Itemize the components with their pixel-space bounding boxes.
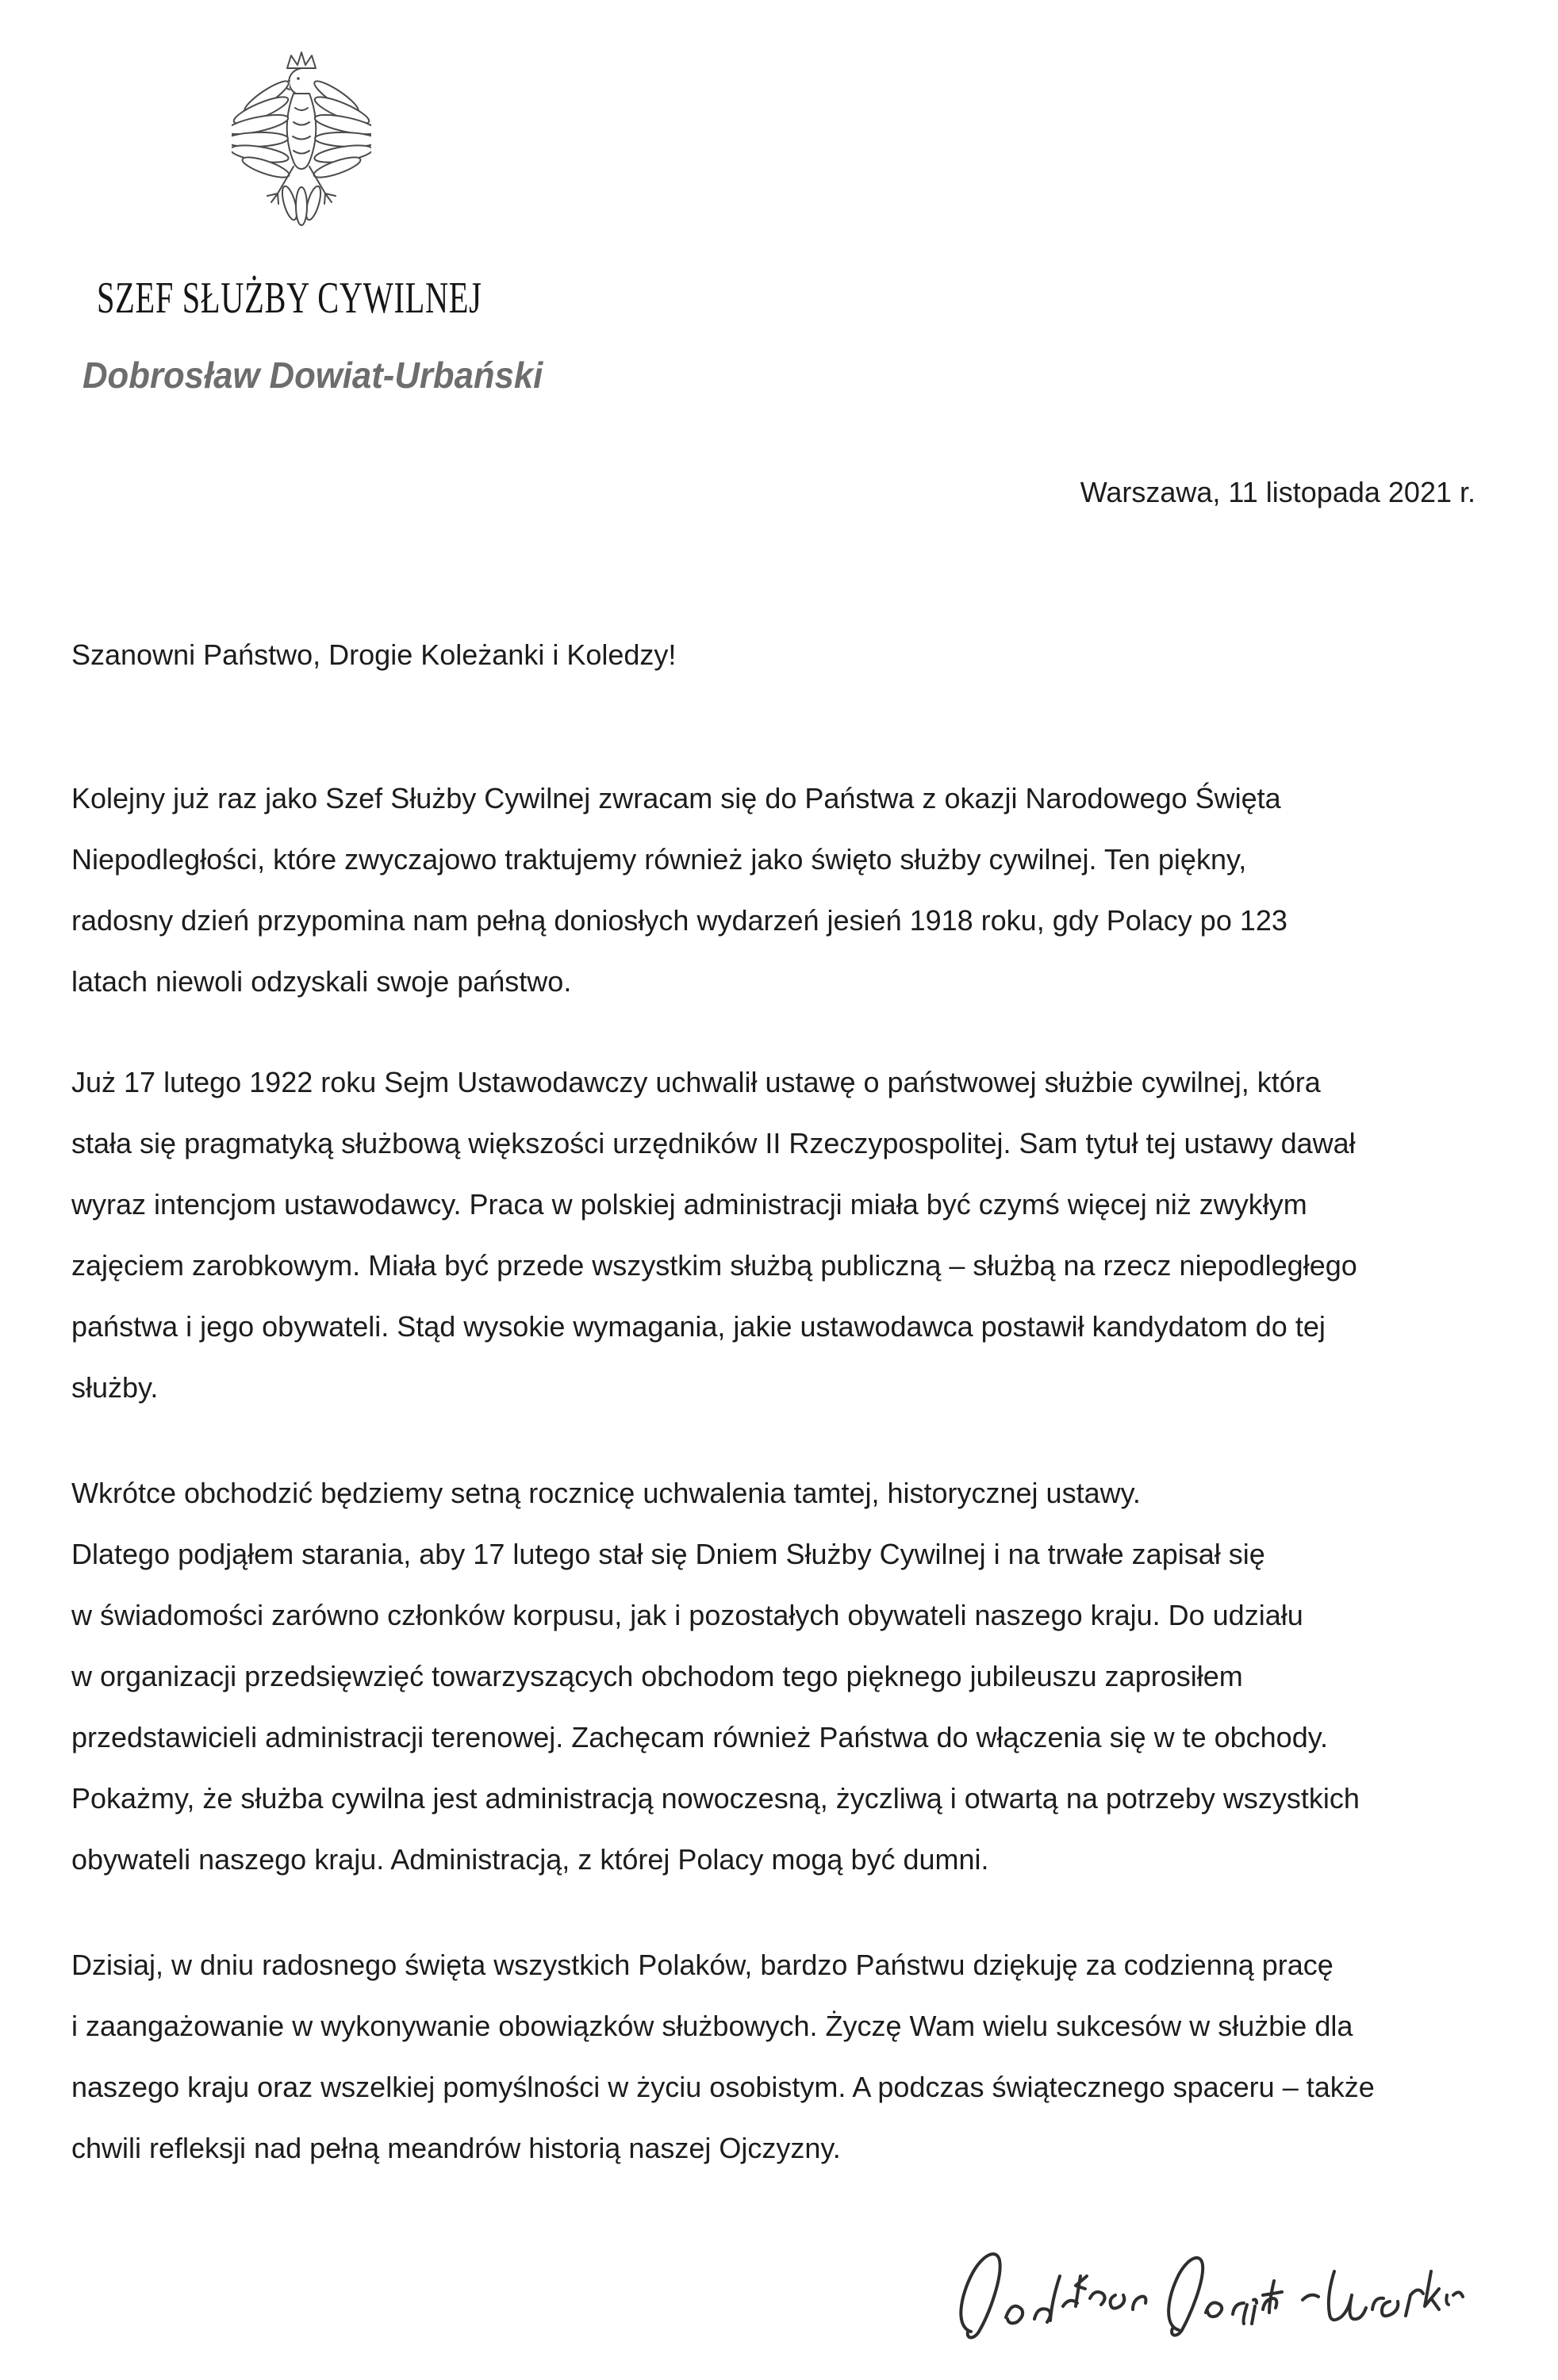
dateline: Warszawa, 11 listopada 2021 r.	[1080, 476, 1475, 508]
paragraph-line: zajęciem zarobkowym. Miała być przede wszystkim służbą publiczną – służbą na rzecz niepodległego	[71, 1249, 1357, 1282]
paragraph-line: stała się pragmatyką służbową większości urzędników II Rzeczypospolitej. Sam tytuł tej ustawy dawał	[71, 1127, 1356, 1159]
paragraph-4	[71, 1934, 1375, 2179]
paragraph-line: służby.	[71, 1371, 159, 1404]
paragraph-line: naszego kraju oraz wszelkiej pomyślności w życiu osobistym. A podczas świątecznego spaceru – także	[71, 2071, 1375, 2103]
paragraph-line: w organizacji przedsięwzięć towarzyszących obchodom tego pięknego jubileuszu zaprosiłem	[71, 1660, 1243, 1692]
handwritten-signature	[944, 2230, 1499, 2369]
paragraph-line: Wkrótce obchodzić będziemy setną rocznicę uchwalenia tamtej, historycznej ustawy.	[71, 1477, 1141, 1509]
paragraph-line: Pokażmy, że służba cywilna jest administracją nowoczesną, życzliwą i otwartą na potrzeby wszystkich	[71, 1782, 1360, 1815]
paragraph-line: Dzisiaj, w dniu radosnego święta wszystkich Polaków, bardzo Państwu dziękuję za codzienną pracę	[71, 1949, 1334, 1981]
paragraph-line: obywateli naszego kraju. Administracją, z której Polacy mogą być dumni.	[71, 1843, 989, 1876]
paragraph-line: i zaangażowanie w wykonywanie obowiązków służbowych. Życzę Wam wielu sukcesów w służbie dla	[71, 2010, 1353, 2042]
paragraph-1	[71, 768, 1287, 1012]
letterhead-office-title: SZEF SŁUŻBY CYWILNEJ	[97, 274, 482, 323]
paragraph-line: chwili refleksji nad pełną meandrów historią naszej Ojczyzny.	[71, 2132, 841, 2164]
paragraph-line: przedstawicieli administracji terenowej. Zachęcam również Państwa do włączenia się w te obchody.	[71, 1721, 1329, 1753]
polish-eagle-coat-of-arms-icon	[232, 49, 371, 233]
letterhead-official-name: Dobrosław Dowiat-Urbański	[83, 355, 543, 396]
paragraph-line: Dlatego podjąłem starania, aby 17 lutego stał się Dniem Służby Cywilnej i na trwałe zapisał się	[71, 1538, 1265, 1570]
paragraph-3	[71, 1462, 1360, 1890]
paragraph-line: państwa i jego obywateli. Stąd wysokie wymagania, jakie ustawodawca postawił kandydatom do tej	[71, 1310, 1326, 1343]
salutation: Szanowni Państwo, Drogie Koleżanki i Koledzy!	[71, 638, 677, 671]
paragraph-2	[71, 1052, 1357, 1418]
paragraph-line: wyraz intencjom ustawodawcy. Praca w polskiej administracji miała być czymś więcej niż zwykłym	[71, 1188, 1307, 1221]
paragraph-line: Niepodległości, które zwyczajowo traktujemy również jako święto służby cywilnej. Ten piękny,	[71, 843, 1247, 876]
paragraph-line: Już 17 lutego 1922 roku Sejm Ustawodawczy uchwalił ustawę o państwowej służbie cywilnej, która	[71, 1066, 1321, 1098]
paragraph-line: latach niewoli odzyskali swoje państwo.	[71, 965, 572, 998]
paragraph-line: w świadomości zarówno członków korpusu, jak i pozostałych obywateli naszego kraju. Do udziału	[71, 1599, 1303, 1631]
paragraph-line: Kolejny już raz jako Szef Służby Cywilnej zwracam się do Państwa z okazji Narodowego Święta	[71, 782, 1281, 814]
paragraph-line: radosny dzień przypomina nam pełną doniosłych wydarzeń jesień 1918 roku, gdy Polacy po 123	[71, 904, 1287, 937]
